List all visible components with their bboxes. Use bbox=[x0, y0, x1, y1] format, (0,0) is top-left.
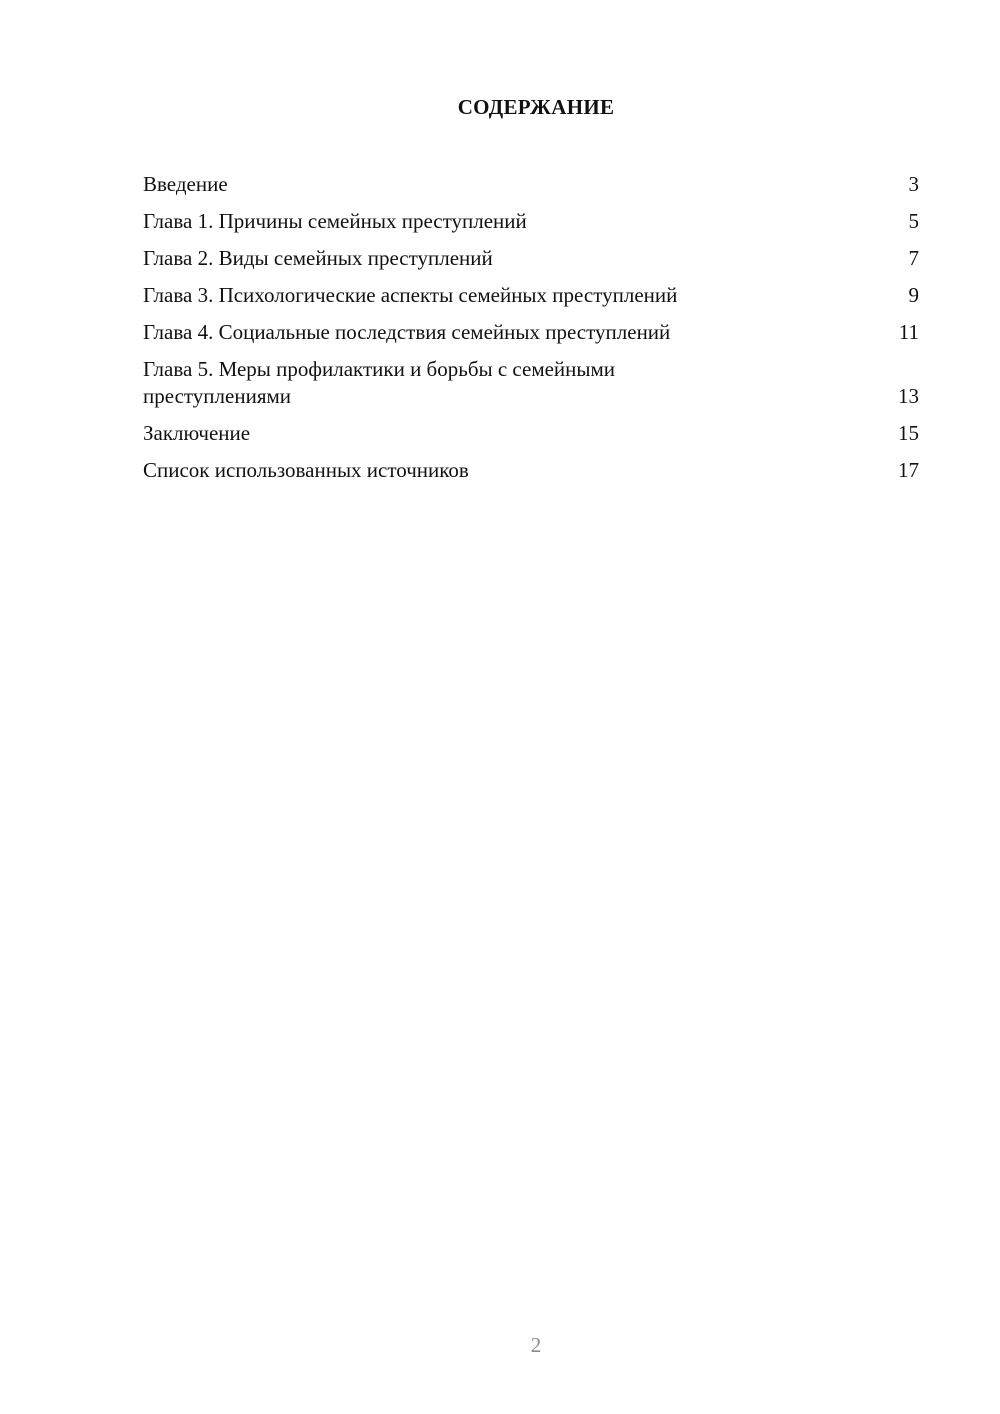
toc-entry-page: 11 bbox=[898, 320, 919, 344]
toc-entry-page: 7 bbox=[908, 246, 919, 270]
toc-entry-page: 9 bbox=[908, 283, 919, 307]
toc-entry-label: Список использованных источников bbox=[143, 458, 469, 482]
toc-entry-label: Заключение bbox=[143, 421, 251, 445]
toc-entry-label: Глава 5. Меры профилактики и борьбы с семейными преступлениями bbox=[143, 357, 616, 408]
toc-entry-label: Глава 2. Виды семейных преступлений bbox=[143, 246, 493, 270]
toc-entry-label: Глава 4. Социальные последствия семейных преступлений bbox=[143, 320, 671, 344]
toc-entry-label: Введение bbox=[143, 172, 228, 196]
toc-entry-introduction[interactable] bbox=[143, 171, 919, 198]
toc-entry-conclusion[interactable] bbox=[143, 420, 919, 447]
page-number: 2 bbox=[530, 1333, 542, 1357]
table-of-contents bbox=[143, 171, 919, 494]
toc-entry-label: Глава 3. Психологические аспекты семейных преступлений bbox=[143, 283, 678, 307]
toc-entry-page: 17 bbox=[898, 458, 919, 482]
toc-entry-chapter-5[interactable] bbox=[143, 356, 919, 410]
page-title: СОДЕРЖАНИЕ bbox=[457, 95, 615, 119]
toc-entry-page: 3 bbox=[908, 172, 919, 196]
toc-entry-page: 13 bbox=[898, 384, 919, 408]
toc-entry-references[interactable] bbox=[143, 457, 919, 484]
toc-entry-chapter-4[interactable] bbox=[143, 319, 919, 346]
toc-entry-chapter-2[interactable] bbox=[143, 245, 919, 272]
toc-entry-chapter-3[interactable] bbox=[143, 282, 919, 309]
toc-entry-label: Глава 1. Причины семейных преступлений bbox=[143, 209, 527, 233]
toc-entry-chapter-1[interactable] bbox=[143, 208, 919, 235]
toc-entry-page: 15 bbox=[898, 421, 919, 445]
toc-entry-page: 5 bbox=[908, 209, 919, 233]
